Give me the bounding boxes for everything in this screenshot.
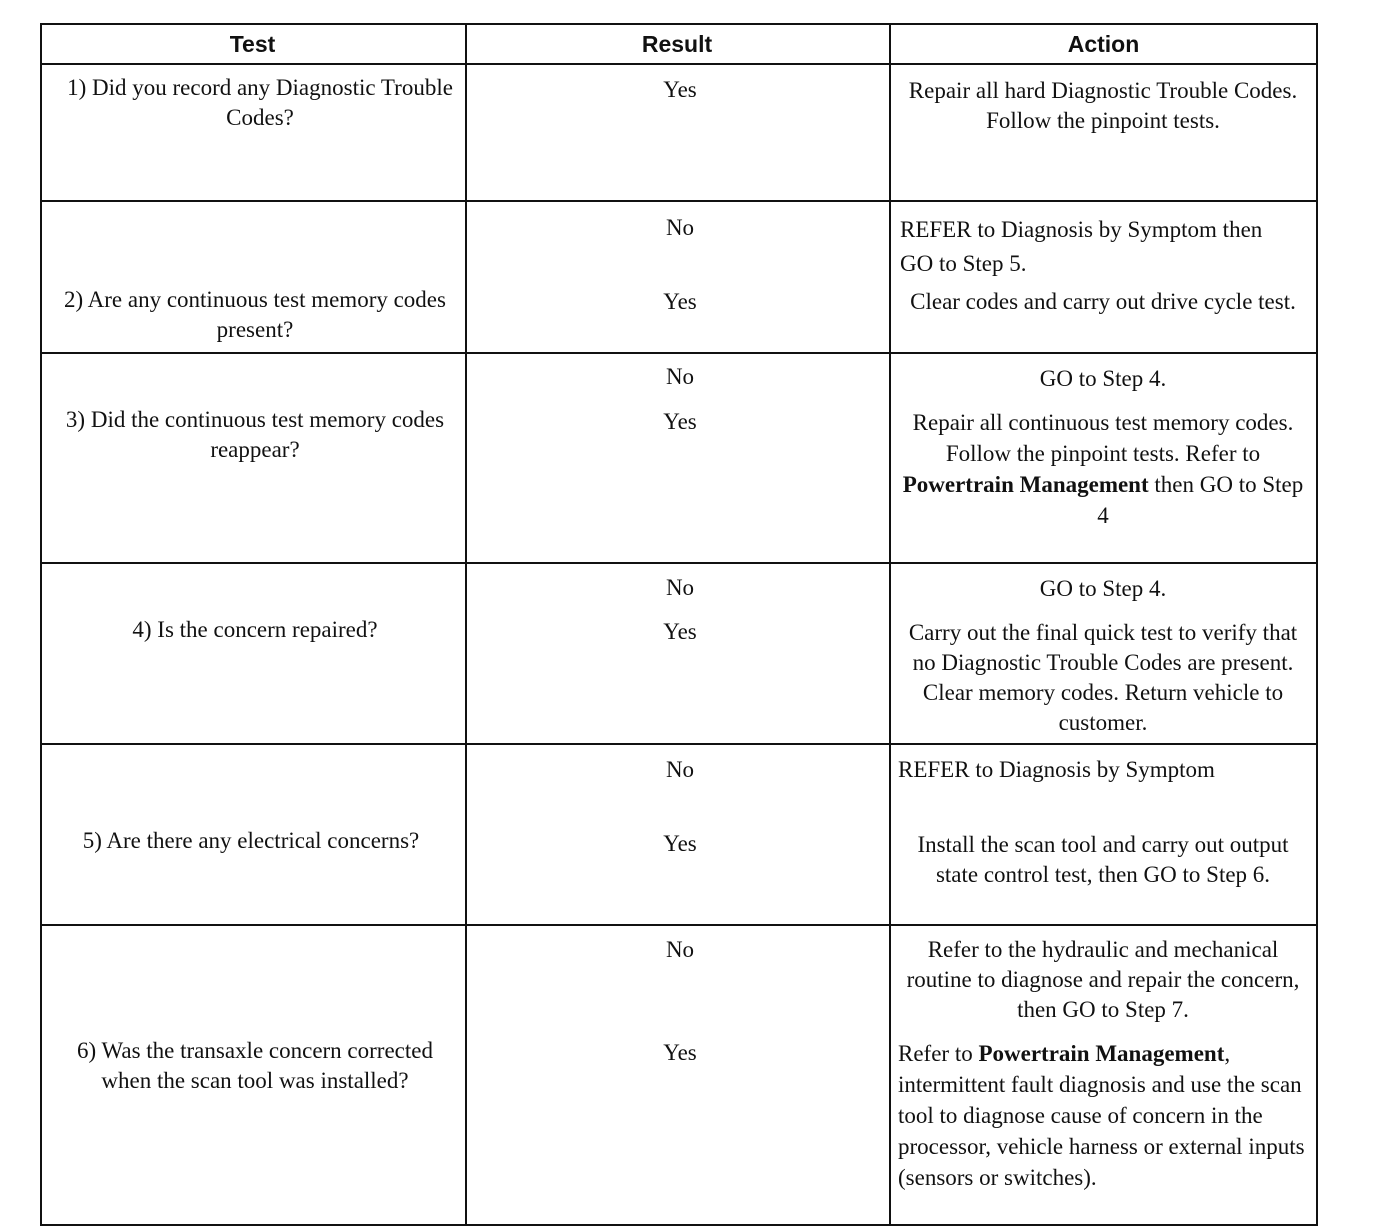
- result-cell: Yes: [663, 409, 697, 434]
- action-text: Refer to: [898, 1041, 973, 1066]
- result-cell: No: [665, 364, 695, 389]
- result-cell: Yes: [663, 1040, 697, 1065]
- header-test: Test: [229, 31, 276, 57]
- result-cell: No: [665, 937, 695, 962]
- row-divider: [40, 743, 1318, 745]
- row-divider: [40, 352, 1318, 354]
- action-text: , intermittent fault diagnosis and use the scan tool to diagnose cause of concern in the processor, vehicle harness or external inputs (sensors or switches).: [898, 1041, 1305, 1190]
- action-text: then GO to Step 4: [1097, 472, 1304, 528]
- test-cell-5: 5) Are there any electrical concerns?: [82, 828, 420, 853]
- result-cell: No: [665, 575, 695, 600]
- header-action: Action: [1067, 31, 1140, 57]
- result-cell: No: [665, 757, 695, 782]
- result-cell: No: [665, 215, 695, 240]
- action-cell: [898, 1038, 1308, 1193]
- test-cell-6: 6) Was the transaxle concern corrected when the scan tool was installed?: [77, 1038, 433, 1093]
- action-cell: Carry out the final quick test to verify that no Diagnostic Trouble Codes are present. Clear memory codes. Return vehicle to customer.: [908, 620, 1298, 735]
- action-cell: Clear codes and carry out drive cycle test.: [910, 289, 1296, 314]
- header-divider: [40, 63, 1318, 65]
- action-cell: GO to Step 4.: [1039, 366, 1167, 391]
- test-cell-1: 1) Did you record any Diagnostic Trouble Codes?: [67, 75, 453, 130]
- action-cell: Repair all hard Diagnostic Trouble Codes. Follow the pinpoint tests.: [908, 78, 1298, 133]
- column-divider: [889, 23, 891, 1226]
- result-cell: Yes: [663, 831, 697, 856]
- test-cell-3: 3) Did the continuous test memory codes reappear?: [65, 407, 445, 462]
- action-cell: Refer to the hydraulic and mechanical routine to diagnose and repair the concern, then GO to Step 7.: [906, 937, 1300, 1022]
- action-cell: REFER to Diagnosis by Symptom then GO to Step 5.: [900, 217, 1263, 276]
- result-cell: Yes: [663, 289, 697, 314]
- powertrain-management-ref: Powertrain Management: [902, 472, 1149, 497]
- diagnostic-table: [40, 23, 1318, 1226]
- action-cell: [898, 407, 1308, 531]
- row-divider: [40, 562, 1318, 564]
- action-cell: Install the scan tool and carry out output state control test, then GO to Step 6.: [917, 832, 1289, 887]
- test-cell-4: 4) Is the concern repaired?: [132, 617, 378, 642]
- header-result: Result: [641, 31, 713, 57]
- action-text: Repair all continuous test memory codes. Follow the pinpoint tests. Refer to: [912, 410, 1294, 466]
- test-cell-2: 2) Are any continuous test memory codes present?: [64, 287, 446, 342]
- row-divider: [40, 924, 1318, 926]
- column-divider: [465, 23, 467, 1226]
- result-cell: Yes: [663, 77, 697, 102]
- action-cell: REFER to Diagnosis by Symptom: [898, 757, 1215, 782]
- powertrain-management-ref: Powertrain Management: [978, 1041, 1225, 1066]
- row-divider: [40, 200, 1318, 202]
- action-cell: GO to Step 4.: [1039, 576, 1167, 601]
- result-cell: Yes: [663, 619, 697, 644]
